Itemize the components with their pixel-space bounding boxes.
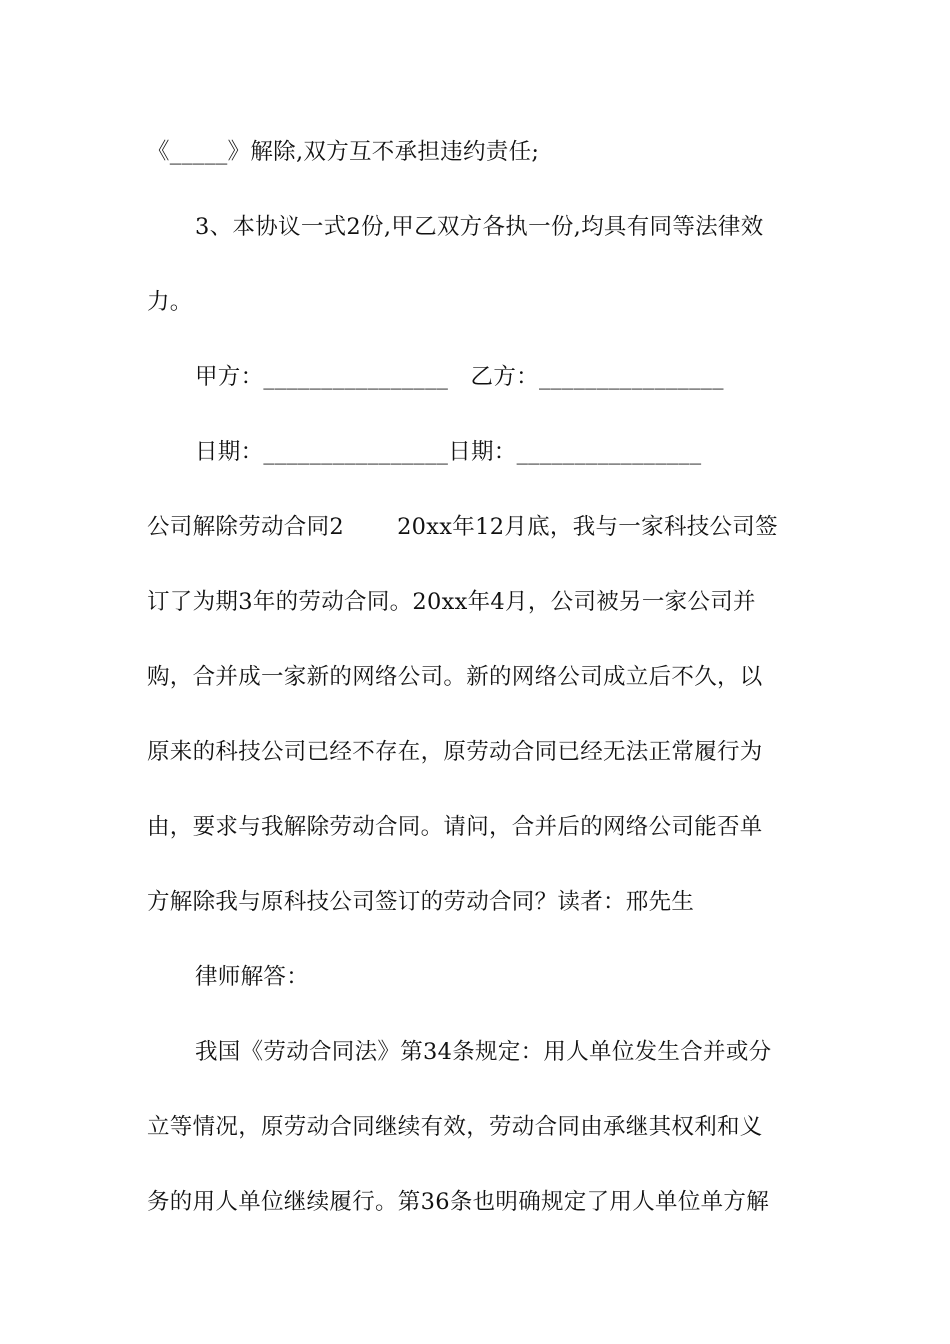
signature-line-parties: 甲方：________________ 乙方：________________ (195, 364, 724, 390)
text-line-14: 立等情况，原劳动合同继续有效，劳动合同由承继其权利和义 (147, 1114, 763, 1140)
text-line-10: 由，要求与我解除劳动合同。请问，合并后的网络公司能否单 (147, 814, 763, 840)
text-line-6: 公司解除劳动合同2 20xx年12月底，我与一家科技公司签 (147, 514, 778, 540)
text-line-7: 订了为期3年的劳动合同。20xx年4月，公司被另一家公司并 (147, 589, 756, 615)
text-line-2: 3、本协议一式2份,甲乙双方各执一份,均具有同等法律效 (195, 214, 764, 240)
signature-line-dates: 日期：________________日期：________________ (195, 439, 702, 465)
text-line-12: 律师解答： (195, 964, 310, 990)
text-line-8: 购，合并成一家新的网络公司。新的网络公司成立后不久，以 (147, 664, 763, 690)
text-line-9: 原来的科技公司已经不存在，原劳动合同已经无法正常履行为 (147, 739, 763, 765)
text-line-15: 务的用人单位继续履行。第36条也明确规定了用人单位单方解 (147, 1189, 770, 1215)
text-line-1: 《_____》解除,双方互不承担违约责任; (147, 139, 540, 165)
text-line-13: 我国《劳动合同法》第34条规定：用人单位发生合并或分 (195, 1039, 772, 1065)
text-line-3: 力。 (147, 289, 193, 315)
text-line-11: 方解除我与原科技公司签订的劳动合同？读者：邢先生 (147, 889, 695, 915)
